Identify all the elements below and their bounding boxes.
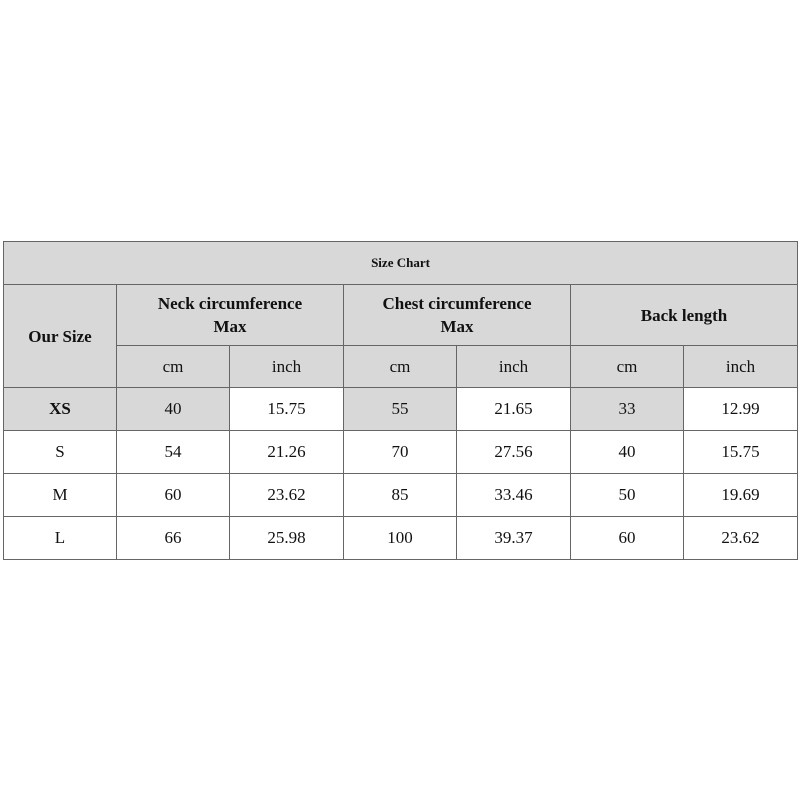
value-cell: 25.98 — [230, 517, 344, 560]
table-row — [4, 388, 798, 431]
chest-header-line2: Max — [440, 317, 474, 336]
unit-row — [4, 346, 798, 388]
back-length-header-line1: Back length — [640, 305, 728, 325]
value-cell: 54 — [117, 431, 230, 474]
value-cell: 40 — [571, 431, 684, 474]
value-cell: 50 — [571, 474, 684, 517]
table-row — [4, 474, 798, 517]
value-cell: 66 — [117, 517, 230, 560]
size-cell: XS — [4, 388, 117, 431]
unit-cell: cm — [344, 346, 457, 388]
chest-header — [344, 285, 571, 346]
value-cell: 60 — [117, 474, 230, 517]
unit-cell: cm — [117, 346, 230, 388]
value-cell: 21.65 — [457, 388, 571, 431]
value-cell: 12.99 — [684, 388, 798, 431]
value-cell: 40 — [117, 388, 230, 431]
value-cell: 23.62 — [230, 474, 344, 517]
neck-header — [117, 285, 344, 346]
value-cell: 21.26 — [230, 431, 344, 474]
value-cell: 33 — [571, 388, 684, 431]
unit-cell: inch — [230, 346, 344, 388]
value-cell: 15.75 — [684, 431, 798, 474]
unit-cell: cm — [571, 346, 684, 388]
value-cell: 60 — [571, 517, 684, 560]
neck-header-line1: Neck circumference — [157, 294, 303, 313]
value-cell: 70 — [344, 431, 457, 474]
value-cell: 27.56 — [457, 431, 571, 474]
table-row — [4, 431, 798, 474]
value-cell: 85 — [344, 474, 457, 517]
size-cell: M — [4, 474, 117, 517]
value-cell: 15.75 — [230, 388, 344, 431]
value-cell: 100 — [344, 517, 457, 560]
our-size-header: Our Size — [4, 285, 117, 388]
unit-cell: inch — [457, 346, 571, 388]
value-cell: 55 — [344, 388, 457, 431]
value-cell: 19.69 — [684, 474, 798, 517]
size-chart-table — [3, 241, 798, 560]
value-cell: 33.46 — [457, 474, 571, 517]
back-length-header — [571, 285, 798, 346]
table-title: Size Chart — [4, 242, 798, 285]
size-cell: L — [4, 517, 117, 560]
neck-header-line2: Max — [213, 317, 247, 336]
table-row — [4, 517, 798, 560]
value-cell: 23.62 — [684, 517, 798, 560]
value-cell: 39.37 — [457, 517, 571, 560]
size-cell: S — [4, 431, 117, 474]
title-row — [4, 242, 798, 285]
unit-cell: inch — [684, 346, 798, 388]
group-header-row — [4, 285, 798, 346]
chest-header-line1: Chest circumference — [382, 294, 532, 313]
